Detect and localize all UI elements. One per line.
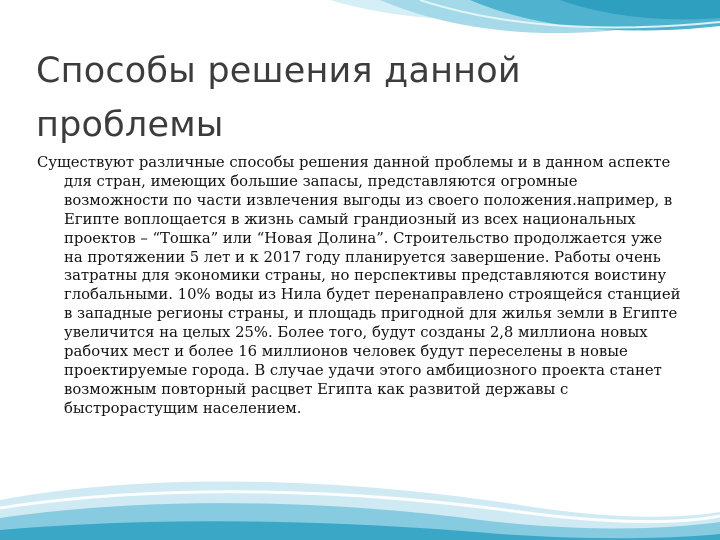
slide-title: Способы решения данной проблемы (36, 51, 521, 145)
slide-body-text: Существуют различные способы решения данной проблемы и в данном аспекте для стран, имеющих большие запасы, представляются огромные возможности по части извлечения выгоды из своего положения.например, в Египте воплощается в жизнь самый грандиозный из всех национальных проектов – “Тошка” или “Новая Долина”. Строительство продолжается уже на протяжении 5 лет и к 2017 году планируется завершение. Работы очень затратны для экономики страны, но перспективы представляются воистину глобальными. 10% воды из Нила будет перенаправлено строящейся станцией в западные регионы страны, и площадь пригодной для жилья земли в Египте увеличится на целых 25%. Более того, будут созданы 2,8 миллиона новых рабочих мест и более 16 миллионов человек будут переселены в новые проектируемые города. В случае удачи этого амбициозного проекта станет возможным повторный расцвет Египта как развитой державы с быстрорастущим населением. (37, 154, 681, 417)
